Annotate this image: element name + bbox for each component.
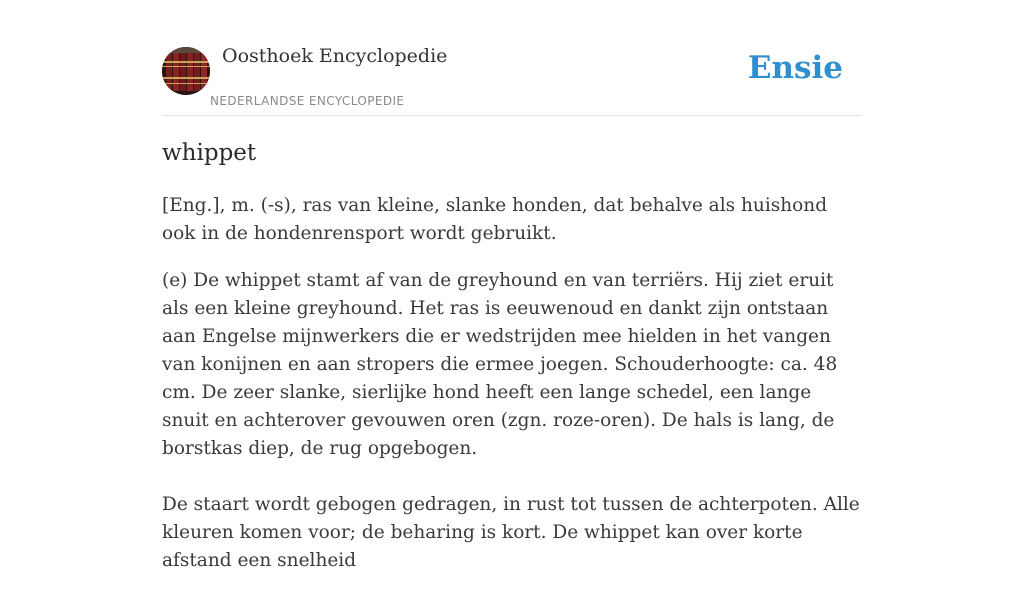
site-name[interactable]: Oosthoek Encyclopedie	[222, 45, 448, 67]
article-body	[162, 192, 862, 594]
article-paragraph: (e) De whippet stamt af van de greyhound en van terriërs. Hij ziet eruit als een kleine greyhound. Het ras is eeuwenoud en dankt zijn ontstaan aan Engelse mijnwerkers die er wedstrijden mee hielden in het vangen van konijnen en aan stropers die ermee joegen. Schouderhoogte: ca. 48 cm. De zeer slanke, sierlijke hond heeft een lange schedel, een lange snuit en achterover gevouwen oren (zgn. roze-oren). De hals is lang, de borstkas diep, de rug opgebogen.	[162, 270, 838, 459]
article-title: whippet	[162, 140, 257, 166]
article-paragraph: De staart wordt gebogen gedragen, in rust tot tussen de achterpoten. Alle kleuren komen voor; de beharing is kort. De whippet kan over korte afstand een snelheid	[162, 494, 860, 571]
site-subtitle: NEDERLANDSE ENCYCLOPEDIE	[210, 94, 405, 108]
brand-logo-link[interactable]: Ensie	[747, 50, 843, 86]
encyclopedia-books-icon[interactable]	[162, 47, 210, 95]
site-header	[162, 0, 862, 116]
article-paragraph: [Eng.], m. (-s), ras van kleine, slanke honden, dat behalve als huishond ook in de hondenrensport wordt gebruikt.	[162, 195, 828, 244]
page-container	[162, 0, 862, 571]
